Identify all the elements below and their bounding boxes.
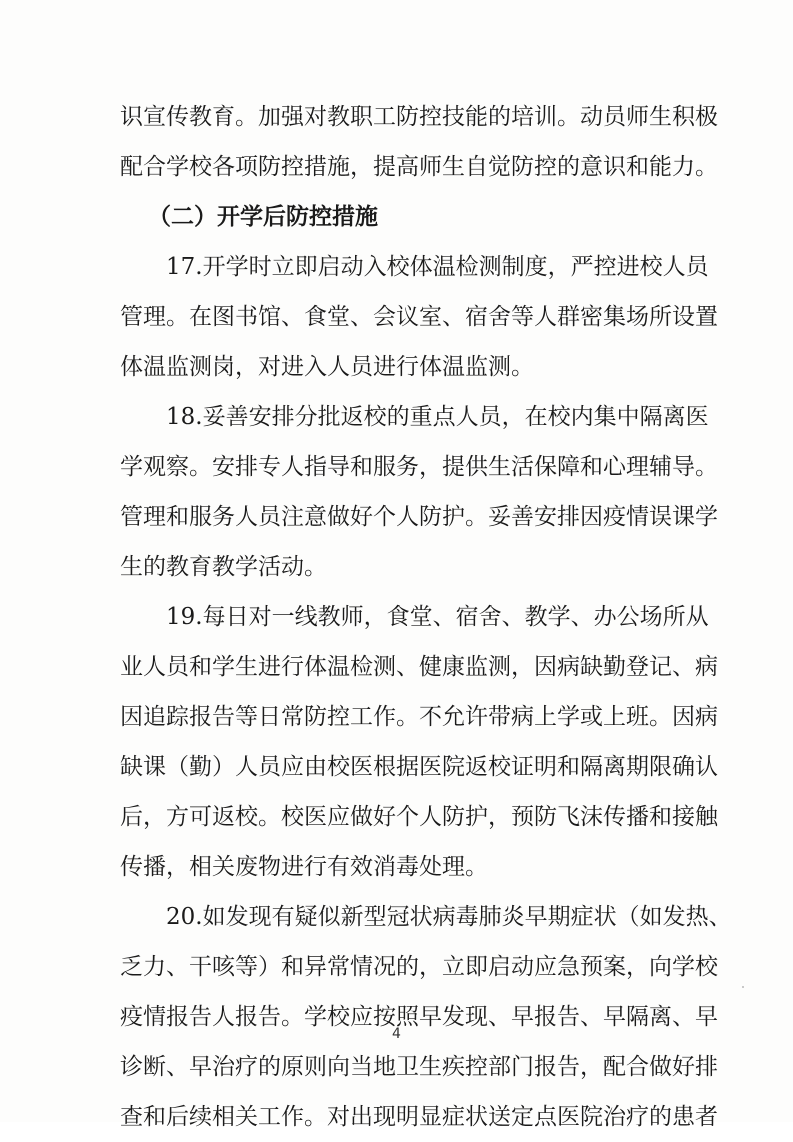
text-line: 诊断、早治疗的原则向当地卫生疾控部门报告，配合做好排 xyxy=(120,1054,718,1080)
text-line: 18.妥善安排分批返校的重点人员，在校内集中隔离医 xyxy=(166,404,709,430)
body-text xyxy=(120,92,732,1142)
text-line: 查和后续相关工作。对出现明显症状送定点医院治疗的患者 xyxy=(120,1104,718,1130)
text-line: 疫情报告人报告。学校应按照早发现、早报告、早隔离、早 xyxy=(120,1004,718,1030)
text-line: 后，方可返校。校医应做好个人防护，预防飞沫传播和接触 xyxy=(120,804,718,830)
text-line: 配合学校各项防控措施，提高师生自觉防控的意识和能力。 xyxy=(120,154,718,180)
text-line: 管理和服务人员注意做好个人防护。妥善安排因疫情误课学 xyxy=(120,504,718,530)
page-number: 4 xyxy=(392,1026,401,1042)
text-line: 传播，相关废物进行有效消毒处理。 xyxy=(120,854,488,880)
text-line: 乏力、干咳等）和异常情况的，立即启动应急预案，向学校 xyxy=(120,954,718,980)
text-line: 17.开学时立即启动入校体温检测制度，严控进校人员 xyxy=(166,254,709,280)
text-line: 学观察。安排专人指导和服务，提供生活保障和心理辅导。 xyxy=(120,454,718,480)
text-line: 因追踪报告等日常防控工作。不允许带病上学或上班。因病 xyxy=(120,704,718,730)
text-line: 20.如发现有疑似新型冠状病毒肺炎早期症状（如发热、 xyxy=(166,904,732,930)
scan-speck xyxy=(742,986,744,988)
text-line: 19.每日对一线教师，食堂、宿舍、教学、办公场所从 xyxy=(166,604,709,630)
text-line: 识宣传教育。加强对教职工防控技能的培训。动员师生积极 xyxy=(120,104,718,130)
text-line: 生的教育教学活动。 xyxy=(120,554,327,580)
text-line: 体温监测岗，对进入人员进行体温监测。 xyxy=(120,354,534,380)
text-line: 管理。在图书馆、食堂、会议室、宿舍等人群密集场所设置 xyxy=(120,304,718,330)
text-line: 缺课（勤）人员应由校医根据医院返校证明和隔离期限确认 xyxy=(120,754,718,780)
section-heading: （二）开学后防控措施 xyxy=(148,203,378,230)
text-line: 业人员和学生进行体温检测、健康监测，因病缺勤登记、病 xyxy=(120,654,718,680)
